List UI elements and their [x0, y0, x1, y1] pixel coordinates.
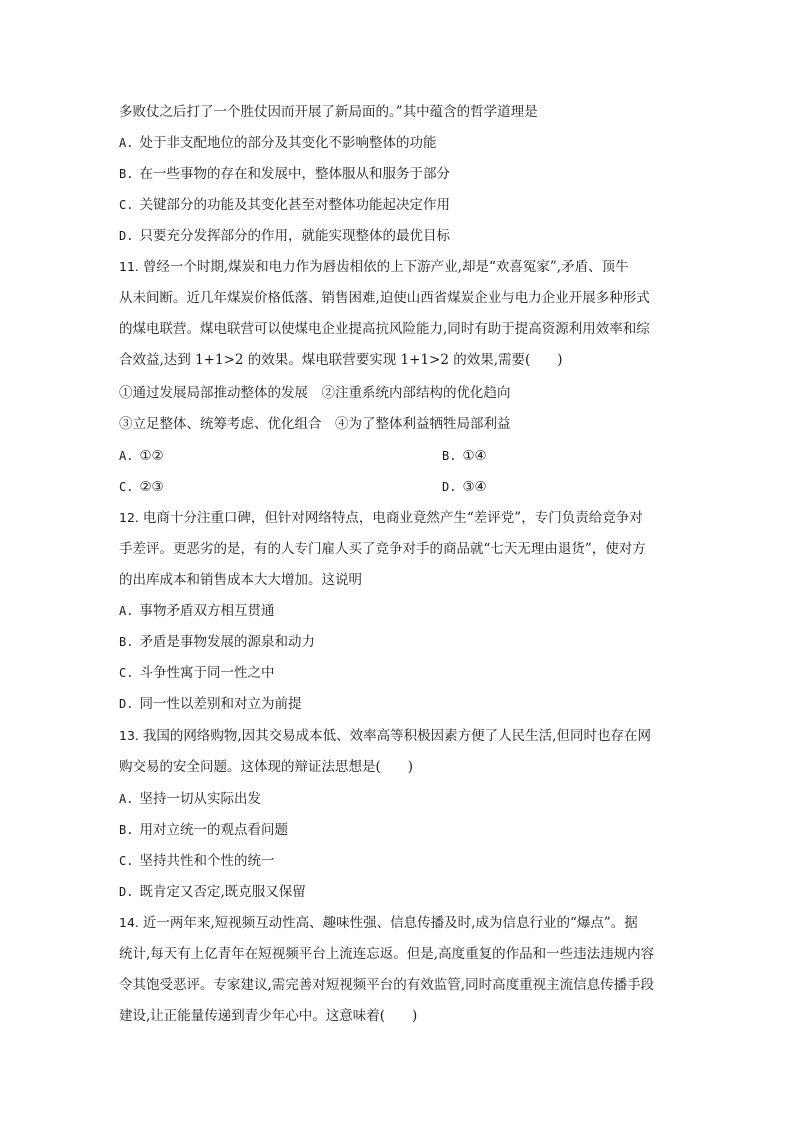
option-text: ①② — [139, 448, 164, 464]
q14-stem-line-1 — [119, 913, 679, 933]
question-number: 13. — [119, 728, 139, 743]
option-text: ①④ — [462, 448, 487, 464]
q14-stem-line-3: 令其饱受恶评。专家建议,需完善对短视频平台的有效监管,同时高度重视主流信息传播手段 — [119, 977, 655, 993]
option-text: 在一些事物的存在和发展中，整体服从和服务于部分 — [139, 166, 450, 182]
option-text: 关键部分的功能及其变化甚至对整体功能起决定作用 — [139, 197, 450, 213]
option-label: A. — [119, 449, 134, 463]
option-label: D. — [442, 480, 457, 494]
q11-statements-1: ①通过发展局部推动整体的发展 ②注重系统内部结构的优化趋向 — [119, 385, 511, 401]
option-text: ③④ — [462, 479, 487, 495]
q13-stem-line-2: 购交易的安全问题。这体现的辩证法思想是( ) — [119, 759, 414, 775]
q13-option-d — [119, 882, 679, 902]
option-label: C. — [119, 666, 134, 680]
option-label: B. — [119, 635, 134, 649]
option-label: A. — [119, 136, 134, 150]
q10-option-c — [119, 195, 679, 215]
option-label: D. — [119, 229, 134, 243]
question-number: 11. — [119, 259, 139, 274]
question-number: 12. — [119, 510, 139, 525]
option-text: 只要充分发挥部分的作用，就能实现整体的最优目标 — [139, 228, 450, 244]
option-label: A. — [119, 792, 134, 806]
q11-option-c — [119, 477, 164, 497]
q10-option-b — [119, 164, 679, 184]
option-text: ②③ — [139, 479, 164, 495]
q13-option-c — [119, 851, 679, 871]
q13-option-b — [119, 820, 679, 840]
q10-option-a — [119, 133, 679, 153]
q11-stem-line-2: 从未间断。近几年煤炭价格低落、销售困难,迫使山西省煤炭企业与电力企业开展多种形式 — [119, 290, 650, 306]
option-label: C. — [119, 198, 134, 212]
stem-text: 我国的网络购物,因其交易成本低、效率高等积极因素方便了人民生活,但同时也存在网 — [142, 728, 651, 744]
q12-stem-line-1 — [119, 508, 679, 528]
q10-option-d — [119, 226, 679, 246]
option-text: 坚持共性和个性的统一 — [139, 853, 275, 869]
option-text: 同一性以差别和对立为前提 — [139, 696, 302, 712]
q12-option-a — [119, 601, 679, 621]
option-label: B. — [119, 823, 134, 837]
option-label: C. — [119, 854, 134, 868]
q14-stem-line-4: 建设,让正能量传递到青少年心中。这意味着( ) — [119, 1008, 418, 1024]
stem-text: 近一两年来,短视频互动性高、趣味性强、信息传播及时,成为信息行业的“爆点”。据 — [142, 915, 638, 931]
option-label: B. — [119, 167, 134, 181]
option-text: 事物矛盾双方相互贯通 — [139, 603, 275, 619]
q13-option-a — [119, 789, 679, 809]
option-label: A. — [119, 604, 134, 618]
q12-option-b — [119, 632, 679, 652]
q14-stem-line-2: 统计,每天有上亿青年在短视频平台上流连忘返。但是,高度重复的作品和一些违法违规内容 — [119, 946, 655, 962]
q12-stem-line-3: 的出库成本和销售成本大大增加。这说明 — [119, 572, 362, 588]
q11-statements-2: ③立足整体、统筹考虑、优化组合 ④为了整体利益牺牲局部利益 — [119, 416, 511, 432]
q12-option-c — [119, 663, 679, 683]
option-text: 坚持一切从实际出发 — [139, 791, 261, 807]
option-text: 既肯定又否定,既克服又保留 — [139, 884, 306, 900]
q12-option-d — [119, 694, 679, 714]
q11-option-b — [442, 446, 487, 466]
q11-option-d — [442, 477, 487, 497]
stem-text: 电商十分注重口碑，但针对网络特点，电商业竟然产生“差评党”，专门负责给竞争对 — [142, 510, 643, 526]
q10-stem-tail: 多败仗之后打了一个胜仗因而开展了新局面的。”其中蕴含的哲学道理是 — [119, 104, 538, 120]
option-label: D. — [119, 697, 134, 711]
stem-text: 曾经一个时期,煤炭和电力作为唇齿相依的上下游产业,却是“欢喜冤家”,矛盾、顶牛 — [142, 259, 629, 275]
option-text: 处于非支配地位的部分及其变化不影响整体的功能 — [139, 135, 437, 151]
q11-stem-line-3: 的煤电联营。煤电联营可以使煤电企业提高抗风险能力,同时有助于提高资源利用效率和综 — [119, 321, 650, 337]
q13-stem-line-1 — [119, 726, 679, 746]
q11-stem-line-4: 合效益,达到 1+1>2 的效果。煤电联营要实现 1+1>2 的效果,需要( ) — [119, 352, 563, 368]
q11-stem-line-1 — [119, 257, 679, 277]
q12-stem-line-2: 手差评。更恶劣的是，有的人专门雇人买了竞争对手的商品就“七天无理由退货”，使对方 — [119, 541, 646, 557]
option-text: 斗争性寓于同一性之中 — [139, 665, 275, 681]
option-label: B. — [442, 449, 457, 463]
option-label: C. — [119, 480, 134, 494]
q11-option-a — [119, 446, 164, 466]
option-text: 矛盾是事物发展的源泉和动力 — [139, 634, 315, 650]
option-text: 用对立统一的观点看问题 — [139, 822, 288, 838]
option-label: D. — [119, 885, 134, 899]
question-number: 14. — [119, 915, 139, 930]
